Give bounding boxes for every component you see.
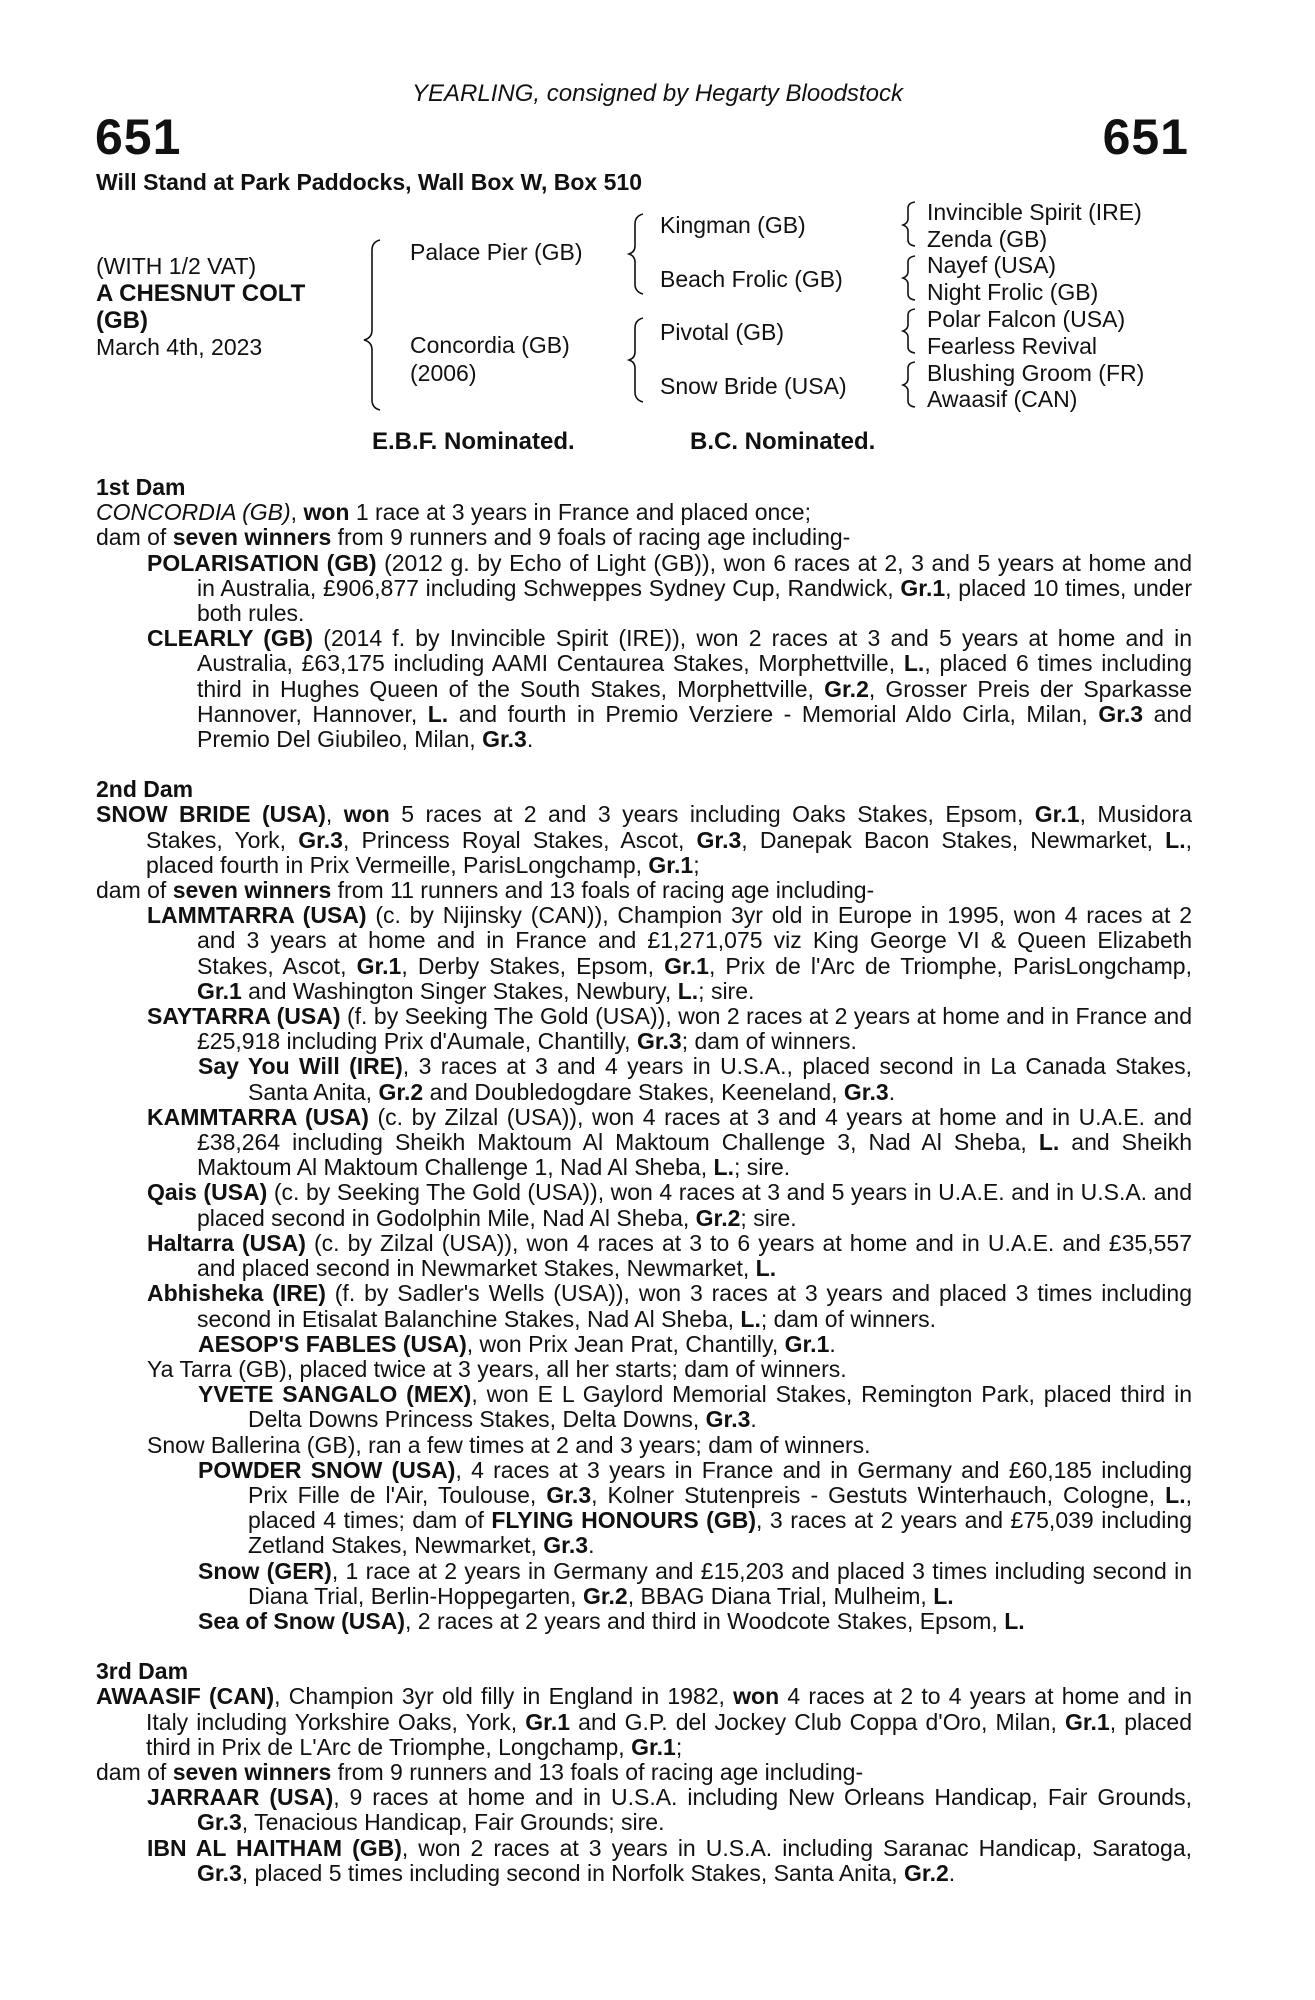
lot-number-right: 651 bbox=[1102, 109, 1189, 165]
brace-sire bbox=[629, 214, 643, 294]
first-dam-produce-summary: dam of seven winners from 9 runners and 9 foals of racing age including- bbox=[96, 524, 851, 551]
progeny-entry: LAMMTARRA (USA) (c. by Nijinsky (CAN)), Champion 3yr old in Europe in 1995, won 4 races at 2 and 3 years at home and in France and £1,271,075 viz King George VI & Queen Elizabeth Stakes, Ascot, Gr.1, Derby Stakes, Epsom, Gr.1, Prix de l'Arc de Triomphe, ParisLongchamp, Gr.1 and Washington Singer Stakes, Newbury, L.; sire. bbox=[147, 902, 1192, 1004]
ggd-3: Fearless Revival bbox=[927, 333, 1097, 359]
stand-location: Will Stand at Park Paddocks, Wall Box W, Box 510 bbox=[96, 169, 642, 195]
progeny-entry: CLEARLY (GB) (2014 f. by Invincible Spirit (IRE)), won 2 races at 3 and 5 years at home and in Australia, £63,175 including AAMI Centaurea Stakes, Morphettville, L., placed 6 times including third in Hughes Queen of the South Stakes, Morphettville, Gr.2, Grosser Preis der Sparkasse Hannover, Hannover, L. and fourth in Premio Verziere - Memorial Aldo Cirla, Milan, Gr.3 and Premio Del Giubileo, Milan, Gr.3. bbox=[147, 625, 1192, 753]
grandsire-1: Kingman (GB) bbox=[660, 212, 806, 238]
third-dam-heading: 3rd Dam bbox=[96, 1658, 189, 1685]
sire-name: Palace Pier (GB) bbox=[410, 239, 583, 265]
grand-progeny-entry: YVETE SANGALO (MEX), won E L Gaylord Memorial Stakes, Remington Park, placed third in Delta Downs Princess Stakes, Delta Downs, Gr.3. bbox=[198, 1381, 1192, 1433]
ggd-1: Zenda (GB) bbox=[927, 226, 1048, 252]
ggd-4: Awaasif (CAN) bbox=[927, 386, 1078, 412]
grand-progeny-entry: AESOP'S FABLES (USA), won Prix Jean Prat, Chantilly, Gr.1. bbox=[198, 1330, 836, 1357]
progeny-entry: Abhisheka (IRE) (f. by Sadler's Wells (USA)), won 3 races at 3 years and placed 3 times including second in Etisalat Balanchine Stakes, Nad Al Sheba, L.; dam of winners. bbox=[147, 1280, 1192, 1332]
produce-record bbox=[96, 475, 1192, 1886]
grandsire-2: Pivotal (GB) bbox=[660, 319, 784, 345]
third-dam-produce-summary: dam of seven winners from 9 runners and 13 foals of racing age including- bbox=[96, 1758, 864, 1785]
ggs-2: Nayef (USA) bbox=[927, 252, 1057, 278]
progeny-entry: Snow Ballerina (GB), ran a few times at 2 and 3 years; dam of winners. bbox=[147, 1431, 871, 1458]
second-dam-produce-summary: dam of seven winners from 11 runners and 13 foals of racing age including- bbox=[96, 877, 875, 904]
progeny-entry: Qais (USA) (c. by Seeking The Gold (USA)), won 4 races at 3 and 5 years in U.A.E. and in U.S.A. and placed second in Godolphin Mile, Nad Al Sheba, Gr.2; sire. bbox=[147, 1179, 1192, 1231]
second-dam-heading: 2nd Dam bbox=[96, 776, 194, 803]
progeny-entry: POLARISATION (GB) (2012 g. by Echo of Light (GB)), won 6 races at 2, 3 and 5 years at home and in Australia, £906,877 including Schweppes Sydney Cup, Randwick, Gr.1, placed 10 times, under both rules. bbox=[147, 549, 1192, 627]
ggs-4: Blushing Groom (FR) bbox=[927, 360, 1145, 386]
brace-g3 bbox=[903, 309, 915, 353]
first-dam-heading: 1st Dam bbox=[96, 474, 186, 500]
dam-name: Concordia (GB) bbox=[410, 332, 570, 358]
catalogue-subtitle: YEARLING, consigned by Hegarty Bloodstock bbox=[412, 80, 903, 107]
ggd-2: Night Frolic (GB) bbox=[927, 279, 1099, 305]
bc-nomination: B.C. Nominated. bbox=[690, 428, 876, 455]
grand-progeny-entry: Say You Will (IRE), 3 races at 3 and 4 years in U.S.A., placed second in La Canada Stakes, Santa Anita, Gr.2 and Doubledogdare Stakes, Keeneland, Gr.3. bbox=[198, 1053, 1193, 1105]
progeny-entry: IBN AL HAITHAM (GB), won 2 races at 3 years in U.S.A. including Saranac Handicap, Saratoga, Gr.3, placed 5 times including second in Norfolk Stakes, Santa Anita, Gr.2. bbox=[147, 1834, 1193, 1886]
grand-progeny-entry: Sea of Snow (USA), 2 races at 2 years and third in Woodcote Stakes, Epsom, L. bbox=[198, 1607, 1025, 1634]
brace-g2 bbox=[903, 256, 915, 300]
ggs-1: Invincible Spirit (IRE) bbox=[927, 199, 1142, 225]
granddam-1: Beach Frolic (GB) bbox=[660, 266, 843, 292]
brace-sire-dam bbox=[364, 240, 380, 410]
lot-number-left: 651 bbox=[95, 109, 182, 165]
first-dam-record: CONCORDIA (GB), won 1 race at 3 years in France and placed once; bbox=[96, 499, 811, 526]
progeny-entry: Haltarra (USA) (c. by Zilzal (USA)), won 4 races at 3 to 6 years at home and in U.A.E. and £35,557 and placed second in Newmarket Stakes, Newmarket, L. bbox=[147, 1229, 1192, 1282]
ggs-3: Polar Falcon (USA) bbox=[927, 306, 1126, 332]
grand-progeny-entry: POWDER SNOW (USA), 4 races at 3 years in France and in Germany and £60,185 including Prix Fille de l'Air, Toulouse, Gr.3, Kolner Stutenpreis - Gestuts Winterhauch, Cologne, L., placed 4 times; dam of FLYING HONOURS (GB), 3 races at 2 years and £75,039 including Zetland Stakes, Newmarket, Gr.3. bbox=[198, 1456, 1192, 1559]
brace-g1 bbox=[903, 202, 915, 246]
brace-dam bbox=[629, 318, 643, 402]
dam-year: (2006) bbox=[410, 360, 477, 386]
grand-progeny-entry: Snow (GER), 1 race at 2 years in Germany and £15,203 and placed 3 times including second in Diana Trial, Berlin-Hoppegarten, Gr.2, BBAG Diana Trial, Mulheim, L. bbox=[198, 1557, 1192, 1609]
progeny-entry: KAMMTARRA (USA) (c. by Zilzal (USA)), won 4 races at 3 and 4 years at home and in U.A.E. and £38,264 including Sheikh Maktoum Al Maktoum Challenge 3, Nad Al Sheba, L. and Sheikh Maktoum Al Maktoum Challenge 1, Nad Al Sheba, L.; sire. bbox=[147, 1103, 1192, 1181]
progeny-entry: JARRAAR (USA), 9 races at home and in U.S.A. including New Orleans Handicap, Fair Grounds, Gr.3, Tenacious Handicap, Fair Grounds; sire. bbox=[147, 1784, 1192, 1836]
ebf-nomination: E.B.F. Nominated. bbox=[372, 428, 575, 455]
brace-g4 bbox=[903, 362, 915, 407]
horse-name-country: (GB) bbox=[96, 307, 148, 334]
progeny-entry: SAYTARRA (USA) (f. by Seeking The Gold (USA)), won 2 races at 2 years at home and in France and £25,918 including Prix d'Aumale, Chantilly, Gr.3; dam of winners. bbox=[147, 1003, 1192, 1055]
granddam-2: Snow Bride (USA) bbox=[660, 373, 847, 399]
vat-note: (WITH 1/2 VAT) bbox=[96, 253, 257, 279]
third-dam-record: AWAASIF (CAN), Champion 3yr old filly in England in 1982, won 4 races at 2 to 4 years at home and in Italy including Yorkshire Oaks, York, Gr.1 and G.P. del Jockey Club Coppa d'Oro, Milan, Gr.1, placed third in Prix de L'Arc de Triomphe, Longchamp, Gr.1; bbox=[96, 1683, 1192, 1760]
horse-name: A CHESNUT COLT bbox=[96, 280, 306, 307]
progeny-entry: Ya Tarra (GB), placed twice at 3 years, all her starts; dam of winners. bbox=[147, 1355, 847, 1382]
second-dam-record: SNOW BRIDE (USA), won 5 races at 2 and 3 years including Oaks Stakes, Epsom, Gr.1, Musidora Stakes, York, Gr.3, Princess Royal Stakes, Ascot, Gr.3, Danepak Bacon Stakes, Newmarket, L., placed fourth in Prix Vermeille, ParisLongchamp, Gr.1; bbox=[96, 801, 1193, 878]
foaling-date: March 4th, 2023 bbox=[96, 334, 263, 360]
